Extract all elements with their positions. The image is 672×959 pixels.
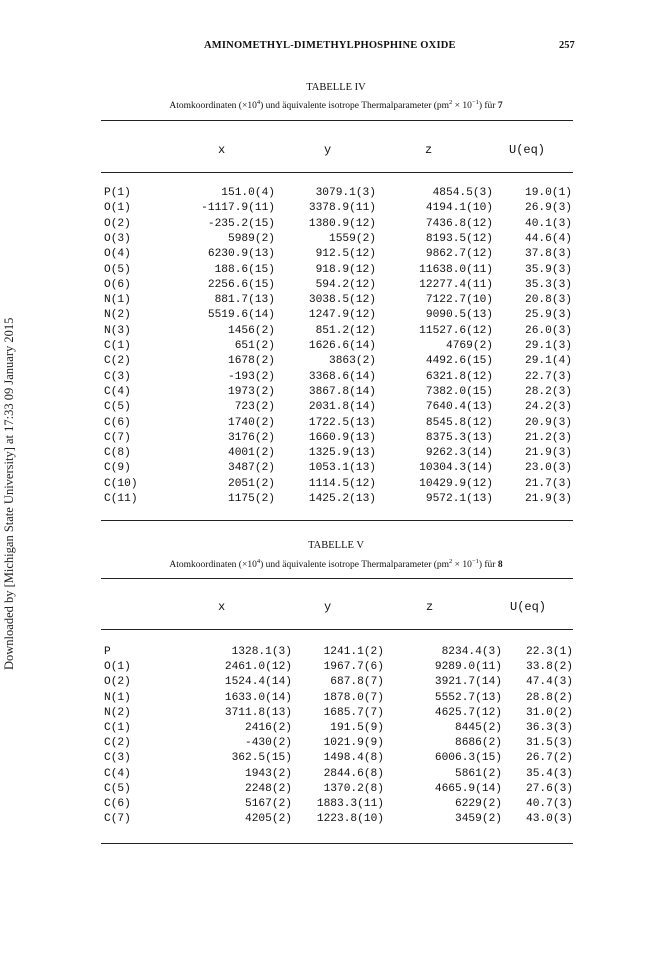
cell-x: 6230.9(13) xyxy=(207,248,275,261)
cell-y: 594.2(12) xyxy=(315,278,376,291)
cell-x: 723(2) xyxy=(234,401,275,414)
cell-y: 1053.1(13) xyxy=(308,462,376,475)
table-4-col-y: y xyxy=(324,143,332,157)
cell-y: 2031.8(14) xyxy=(308,401,376,414)
cell-atom: O(1) xyxy=(104,661,131,674)
cell-atom: O(2) xyxy=(104,217,131,230)
cell-z: 11527.6(12) xyxy=(419,324,493,337)
cell-u: 47.4(3) xyxy=(526,676,573,689)
cell-u: 33.8(2) xyxy=(526,661,573,674)
cell-y: 687.8(7) xyxy=(330,676,384,689)
table-row xyxy=(0,752,672,767)
cell-u: 37.8(3) xyxy=(525,248,572,261)
cell-atom: C(6) xyxy=(104,798,131,810)
cell-x: 1328.1(3) xyxy=(231,646,292,658)
cell-y: 1223.8(10) xyxy=(316,813,384,826)
cell-atom: C(4) xyxy=(104,767,131,780)
cell-atom: C(9) xyxy=(104,462,131,475)
cell-z: 9289.0(11) xyxy=(434,661,502,674)
cell-x: 4205(2) xyxy=(245,813,292,826)
cell-u: 35.4(3) xyxy=(526,767,573,780)
cell-z: 7122.7(10) xyxy=(425,294,493,307)
table-4-col-ueq: U(eq) xyxy=(509,143,546,157)
cell-x: 5519.6(14) xyxy=(207,309,275,322)
cell-atom: C(2) xyxy=(104,737,131,750)
cell-y: 1498.4(8) xyxy=(323,752,384,765)
cell-z: 4625.7(12) xyxy=(434,706,502,719)
table-row xyxy=(0,707,672,722)
cell-atom: C(6) xyxy=(104,416,131,429)
table-row xyxy=(0,218,672,233)
cell-atom: O(2) xyxy=(104,676,131,689)
cell-x: 1740(2) xyxy=(228,416,275,429)
cell-atom: C(1) xyxy=(104,340,131,352)
cell-x: 362.5(15) xyxy=(231,752,292,765)
cell-z: 10429.9(12) xyxy=(419,477,493,490)
cell-y: 918.9(12) xyxy=(315,263,376,276)
table-4-header-rule xyxy=(101,172,573,173)
table-row xyxy=(0,309,672,324)
table-5-col-x: x xyxy=(218,600,226,614)
table-row xyxy=(0,432,672,447)
cell-atom: P xyxy=(104,646,111,658)
cell-atom: C(3) xyxy=(104,752,131,765)
cell-z: 8445(2) xyxy=(455,722,502,734)
cell-x: 1943(2) xyxy=(245,767,292,780)
cell-u: 21.2(3) xyxy=(525,431,572,444)
cell-z: 10304.3(14) xyxy=(419,462,493,475)
cell-z: 9262.3(14) xyxy=(425,447,493,460)
cell-y: 3038.5(12) xyxy=(308,294,376,307)
table-5-top-rule xyxy=(101,578,573,579)
table-row xyxy=(0,386,672,401)
cell-x: 1456(2) xyxy=(228,324,275,337)
cell-y: 3863(2) xyxy=(329,355,376,368)
cell-x: 2461.0(12) xyxy=(224,661,292,674)
cell-y: 3079.1(3) xyxy=(315,187,376,199)
cell-u: 29.1(3) xyxy=(525,340,572,352)
cell-z: 5552.7(13) xyxy=(434,691,502,704)
cell-atom: N(3) xyxy=(104,324,131,337)
cell-x: 1524.4(14) xyxy=(224,676,292,689)
cell-z: 6006.3(15) xyxy=(434,752,502,765)
cell-y: 1241.1(2) xyxy=(323,646,384,658)
cell-y: 1559(2) xyxy=(329,232,376,245)
cell-u: 26.0(3) xyxy=(525,324,572,337)
cell-z: 7382.0(15) xyxy=(425,385,493,398)
table-row xyxy=(0,692,672,707)
table-row xyxy=(0,798,672,813)
cell-u: 31.5(3) xyxy=(526,737,573,750)
cell-atom: O(1) xyxy=(104,202,131,215)
cell-x: 5167(2) xyxy=(245,798,292,810)
cell-x: 2248(2) xyxy=(245,782,292,795)
cell-x: 1678(2) xyxy=(228,355,275,368)
cell-u: 23.0(3) xyxy=(525,462,572,475)
cell-z: 9862.7(12) xyxy=(425,248,493,261)
cell-atom: C(3) xyxy=(104,370,131,383)
cell-y: 3368.6(14) xyxy=(308,370,376,383)
cell-z: 9572.1(13) xyxy=(425,493,493,505)
cell-y: 1685.7(7) xyxy=(323,706,384,719)
table-5-bottom-rule xyxy=(101,843,573,844)
cell-z: 4854.5(3) xyxy=(432,187,493,199)
cell-atom: O(5) xyxy=(104,263,131,276)
table-row xyxy=(0,355,672,370)
cell-z: 8686(2) xyxy=(455,737,502,750)
cell-u: 26.9(3) xyxy=(525,202,572,215)
cell-x: 2416(2) xyxy=(245,722,292,734)
cell-y: 1660.9(13) xyxy=(308,431,376,444)
table-row xyxy=(0,340,672,355)
table-4-bottom-rule xyxy=(101,520,573,521)
table-5-col-z: z xyxy=(426,600,434,614)
table-row xyxy=(0,371,672,386)
cell-atom: N(1) xyxy=(104,691,131,704)
cell-y: 851.2(12) xyxy=(315,324,376,337)
table-4-col-z: z xyxy=(425,143,433,157)
cell-x: 651(2) xyxy=(234,340,275,352)
table-row xyxy=(0,233,672,248)
table-5-label: TABELLE V xyxy=(308,540,364,551)
cell-y: 1325.9(13) xyxy=(308,447,376,460)
table-row xyxy=(0,768,672,783)
table-4-top-rule xyxy=(101,120,573,121)
cell-x: 5989(2) xyxy=(228,232,275,245)
cell-atom: C(5) xyxy=(104,782,131,795)
cell-z: 5861(2) xyxy=(455,767,502,780)
cell-u: 43.0(3) xyxy=(526,813,573,826)
cell-z: 3921.7(14) xyxy=(434,676,502,689)
cell-atom: P(1) xyxy=(104,187,131,199)
cell-u: 26.7(2) xyxy=(526,752,573,765)
cell-atom: C(2) xyxy=(104,355,131,368)
table-row xyxy=(0,325,672,340)
table-4-caption: Atomkoordinaten $(\times 10^4)$ und äquivalente isotrope Thermalparameter $(pm^2 \times 10^{-1})$ für 7 xyxy=(169,99,503,111)
cell-x: 1175(2) xyxy=(228,493,275,505)
cell-z: 8545.8(12) xyxy=(425,416,493,429)
cell-atom: O(3) xyxy=(104,232,131,245)
cell-u: 40.1(3) xyxy=(525,217,572,230)
cell-x: 3176(2) xyxy=(228,431,275,444)
cell-u: 21.9(3) xyxy=(525,493,572,505)
table-row xyxy=(0,401,672,416)
cell-atom: C(8) xyxy=(104,447,131,460)
cell-y: 191.5(9) xyxy=(330,722,384,734)
cell-y: 2844.6(8) xyxy=(323,767,384,780)
cell-z: 7436.8(12) xyxy=(425,217,493,230)
cell-y: 3378.9(11) xyxy=(308,202,376,215)
cell-u: 20.8(3) xyxy=(525,294,572,307)
table-5-caption: Atomkoordinaten $(\times 10^4)$ und äquivalente isotrope Thermalparameter $(pm^2 \times 10^{-1})$ für 8 xyxy=(169,558,503,570)
cell-y: 1370.2(8) xyxy=(323,782,384,795)
table-row xyxy=(0,264,672,279)
table-row xyxy=(0,447,672,462)
cell-atom: N(1) xyxy=(104,294,131,307)
cell-x: -1117.9(11) xyxy=(201,202,275,215)
running-title: AMINOMETHYL-DIMETHYLPHOSPHINE OXIDE xyxy=(204,40,456,51)
table-row xyxy=(0,722,672,737)
table-row xyxy=(0,294,672,309)
cell-y: 1878.0(7) xyxy=(323,691,384,704)
table-row xyxy=(0,187,672,202)
cell-u: 24.2(3) xyxy=(525,401,572,414)
table-row xyxy=(0,661,672,676)
cell-atom: C(1) xyxy=(104,722,131,734)
cell-z: 12277.4(11) xyxy=(419,278,493,291)
cell-z: 9090.5(13) xyxy=(425,309,493,322)
table-row xyxy=(0,813,672,828)
cell-x: 1973(2) xyxy=(228,385,275,398)
cell-u: 31.0(2) xyxy=(526,706,573,719)
table-4-col-x: x xyxy=(218,143,226,157)
cell-x: 151.0(4) xyxy=(221,187,275,199)
cell-atom: C(7) xyxy=(104,813,131,826)
cell-x: 1633.0(14) xyxy=(224,691,292,704)
table-5-col-y: y xyxy=(324,600,332,614)
cell-z: 4769(2) xyxy=(446,340,493,352)
cell-y: 1883.3(11) xyxy=(316,798,384,810)
cell-y: 1247.9(12) xyxy=(308,309,376,322)
cell-atom: C(7) xyxy=(104,431,131,444)
cell-u: 28.8(2) xyxy=(526,691,573,704)
cell-x: 3711.8(13) xyxy=(224,706,292,719)
cell-y: 1626.6(14) xyxy=(308,340,376,352)
cell-y: 912.5(12) xyxy=(315,248,376,261)
cell-x: 2256.6(15) xyxy=(207,278,275,291)
table-row xyxy=(0,462,672,477)
table-row xyxy=(0,783,672,798)
cell-atom: N(2) xyxy=(104,309,131,322)
cell-u: 21.7(3) xyxy=(525,477,572,490)
table-5-header-rule xyxy=(101,629,573,630)
cell-atom: O(4) xyxy=(104,248,131,261)
cell-x: -430(2) xyxy=(245,737,292,750)
cell-u: 36.3(3) xyxy=(526,722,573,734)
cell-z: 4492.6(15) xyxy=(425,355,493,368)
table-row xyxy=(0,676,672,691)
cell-u: 22.7(3) xyxy=(525,370,572,383)
cell-x: 881.7(13) xyxy=(214,294,275,307)
cell-x: 4001(2) xyxy=(228,447,275,460)
cell-z: 4665.9(14) xyxy=(434,782,502,795)
cell-atom: N(2) xyxy=(104,706,131,719)
cell-y: 1967.7(6) xyxy=(323,661,384,674)
cell-z: 4194.1(10) xyxy=(425,202,493,215)
cell-x: -235.2(15) xyxy=(207,217,275,230)
cell-x: 2051(2) xyxy=(228,477,275,490)
table-row xyxy=(0,478,672,493)
cell-atom: C(11) xyxy=(104,493,138,505)
cell-u: 20.9(3) xyxy=(525,416,572,429)
cell-u: 29.1(4) xyxy=(525,355,572,368)
cell-y: 1380.9(12) xyxy=(308,217,376,230)
cell-atom: C(5) xyxy=(104,401,131,414)
table-row xyxy=(0,646,672,661)
cell-u: 19.0(1) xyxy=(525,187,572,199)
cell-u: 35.9(3) xyxy=(525,263,572,276)
cell-y: 3867.8(14) xyxy=(308,385,376,398)
cell-z: 6321.8(12) xyxy=(425,370,493,383)
cell-y: 1114.5(12) xyxy=(308,477,376,490)
cell-z: 6229(2) xyxy=(455,798,502,810)
cell-u: 25.9(3) xyxy=(525,309,572,322)
table-row xyxy=(0,248,672,263)
cell-atom: O(6) xyxy=(104,278,131,291)
page-number: 257 xyxy=(559,40,575,51)
cell-z: 8193.5(12) xyxy=(425,232,493,245)
table-5-col-ueq: U(eq) xyxy=(510,600,547,614)
table-row xyxy=(0,202,672,217)
cell-u: 22.3(1) xyxy=(526,646,573,658)
cell-atom: C(10) xyxy=(104,477,138,490)
cell-z: 8234.4(3) xyxy=(441,646,502,658)
table-row xyxy=(0,737,672,752)
download-watermark: Downloaded by [Michigan State University] at 17:33 09 January 2015 xyxy=(2,317,16,670)
cell-u: 40.7(3) xyxy=(526,798,573,810)
cell-atom: C(4) xyxy=(104,385,131,398)
cell-y: 1021.9(9) xyxy=(323,737,384,750)
cell-u: 27.6(3) xyxy=(526,782,573,795)
cell-x: -193(2) xyxy=(228,370,275,383)
cell-z: 7640.4(13) xyxy=(425,401,493,414)
table-row xyxy=(0,417,672,432)
cell-u: 28.2(3) xyxy=(525,385,572,398)
table-row xyxy=(0,493,672,508)
cell-z: 11638.0(11) xyxy=(419,263,493,276)
cell-u: 44.6(4) xyxy=(525,232,572,245)
table-4-label: TABELLE IV xyxy=(306,82,366,93)
cell-y: 1425.2(13) xyxy=(308,493,376,505)
cell-x: 3487(2) xyxy=(228,462,275,475)
cell-u: 35.3(3) xyxy=(525,278,572,291)
cell-z: 8375.3(13) xyxy=(425,431,493,444)
cell-u: 21.9(3) xyxy=(525,447,572,460)
cell-x: 188.6(15) xyxy=(214,263,275,276)
cell-y: 1722.5(13) xyxy=(308,416,376,429)
cell-z: 3459(2) xyxy=(455,813,502,826)
table-row xyxy=(0,279,672,294)
